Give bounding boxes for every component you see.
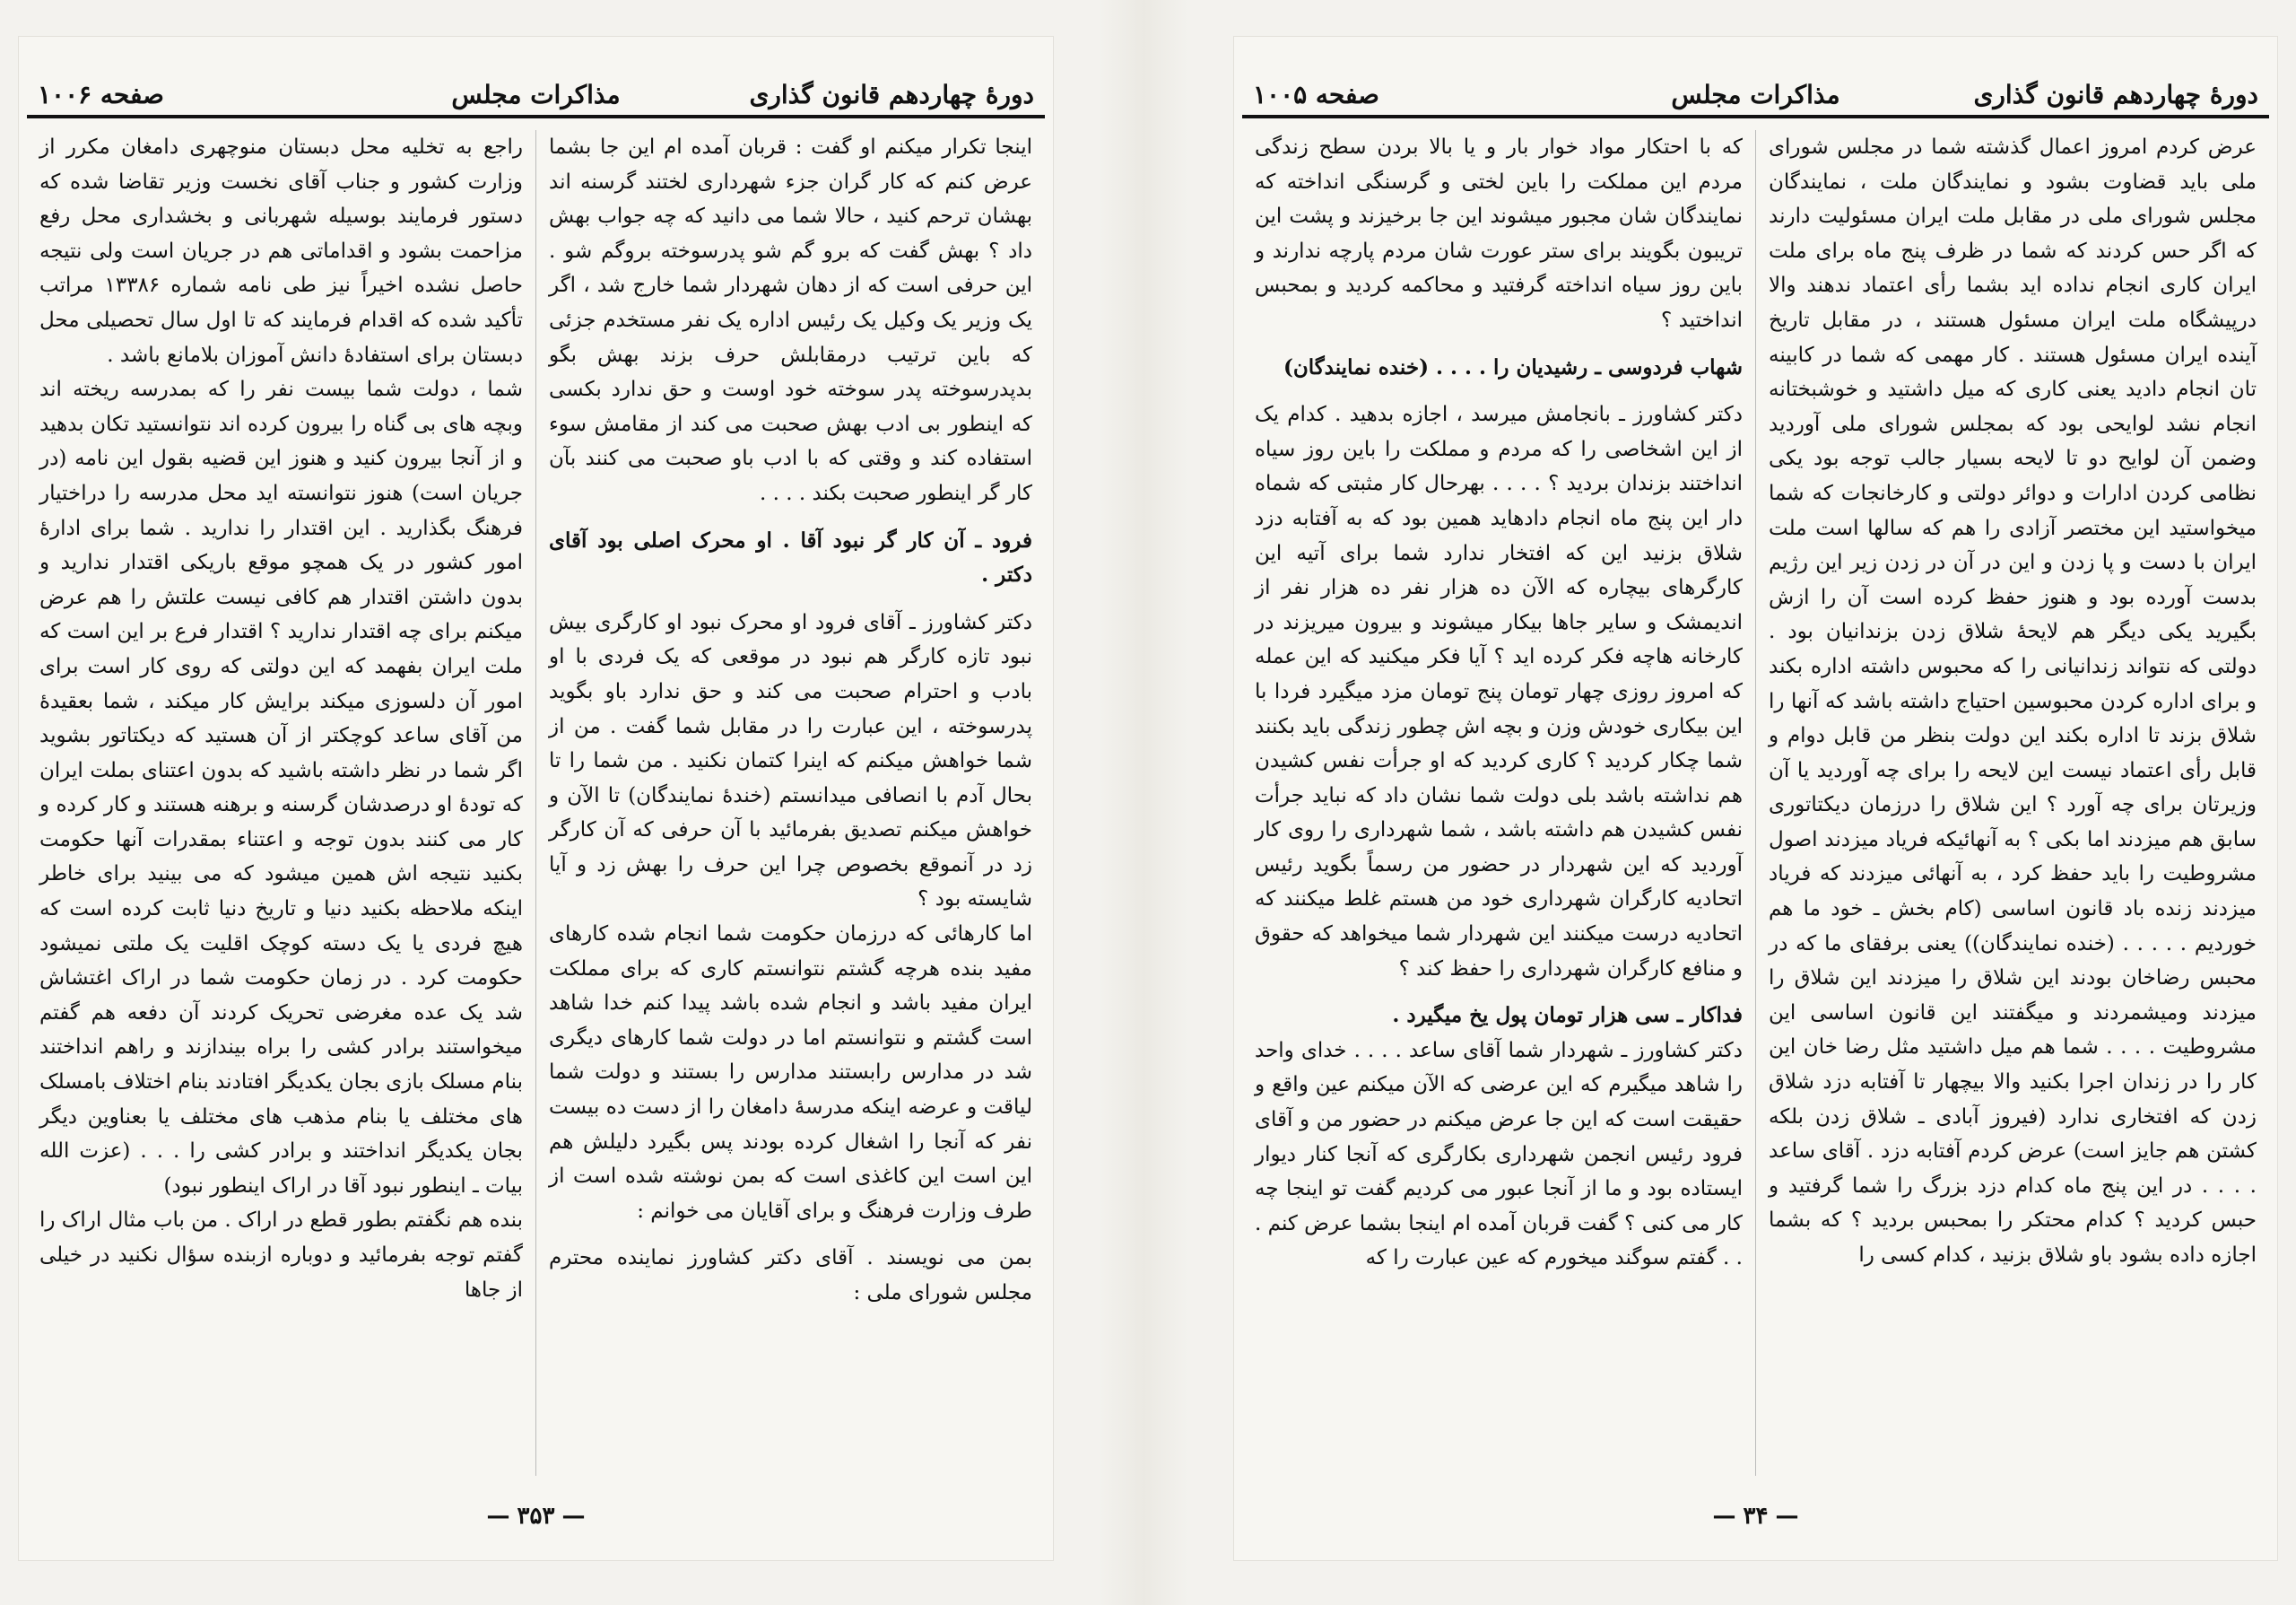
paragraph: بمن می نویسند . آقای دکتر کشاورز نماینده محترم مجلس شورای ملی : <box>549 1246 1032 1304</box>
paragraph: عرض کردم امروز اعمال گذشته شما در مجلس شورای ملی باید قضاوت بشود و نمایندگان ملت ، نمایندگان مجلس شورای ملی در مقابل ملت ایران مسئولیت دارند که اگر حس کردند که شما در ظرف پنج ماه برای ملت ایران کاری انجام نداده اید بشما رأی اعتماد ندهند والا درپیشگاه ملت ایران مسئول هستند ، در مقابل تاریخ آینده ایران مسئول هستند . کار مهمی که شما در کابینه تان انجام دادید یعنی کاری که میل داشتید و خوشبختانه انجام نشد لوایحی بود که بمجلس شورای ملی آوردید وضمن آن لوایح دو تا لایحه بسیار جالب توجه بود یکی نظامی کردن ادارات و دوائر دولتی و کارخانجات که شما میخواستید این مختصر آزادی را هم که سالها است ملت ایران با دست و پا زدن و این در آن در زدن زیر این رژیم بدست آورده بود و هنوز حفظ کرده است آن را ازش بگیرید یکی دیگر هم لایحهٔ شلاق زدن بزندانیان بود . دولتی که نتواند زندانیانی را که محبوس داشته اداره بکند و برای اداره کردن محبوسین احتیاج داشته باشد که آنها را شلاق بزند تا اداره بکند این دولت بنظر من قابل دوام و قابل رأی اعتماد نیست این لایحه را برای چه آوردید یا آن وزیرتان برای چه آورد ؟ این شلاق را درزمان دیکتاتوری سابق هم میزدند اما بکی ؟ به آنهائیکه فریاد میزدند اصول مشروطیت را باید حفظ کرد ، به آنهائی میزدند که فریاد میزدند زنده باد قانون اساسی (کام بخش ـ خود ما هم خوردیم . . . . . (خنده نمایندگان)) یعنی برفقای ما که در محبس رضاخان بودند این شلاق را میزدند این شلاق را میزدند ومیشمردند و میگفتند این قانون اساسی این مشروطیت . . . . شما هم میل داشتید مثل رضا خان این کار را در زندان اجرا بکنید والا بیچهار تا آفتابه دزد شلاق زدن که افتخاری ندارد (فیروز آبادی ـ شلاق زدن بلکه کشتن هم جایز است) عرض کردم آفتابه دزد . آقای ساعد . . . . در این پنج ماه کدام دزد بزرگ را شما گرفتید و حبس کردید ؟ کدام محتکر را بمحبس بردید ؟ که بشما اجازه داده بشود باو شلاق بزنید ، کدام کسی را <box>1769 135 2257 1267</box>
paragraph: راجع به تخلیه محل دبستان منوچهری دامغان مکرر از وزارت کشور و جناب آقای نخست وزیر تقاضا شده که دستور فرمایند بوسیله شهربانی و بخشداری محل رفع مزاحمت بشود و اقداماتی هم در جریان است ولی نتیجه حاصل نشده اخیراً نیز طی نامه شماره ۱۳۳۸۶ مراتب تأکید شده که اقدام فرمایند که تا اول سال تحصیلی محل دبستان برای استفادهٔ دانش آموزان بلامانع باشد . <box>39 135 524 367</box>
right-page-column-right <box>1756 130 2269 1476</box>
right-page-footer <box>1233 1503 2278 1530</box>
right-page-column-left <box>1242 130 1756 1476</box>
right-folio: — ۳۴ — <box>1706 1503 1806 1530</box>
right-page-number: صفحه ۱۰۰۵ <box>1253 80 1379 109</box>
left-folio: — ۳۵۳ — <box>480 1503 593 1530</box>
left-page-column-right <box>536 130 1045 1476</box>
paragraph: اینجا تکرار میکنم او گفت : قربان آمده ام این جا بشما عرض کنم که کار گران جزء شهرداری لختند گرسنه اند بهشان ترحم کنید ، حالا شما می دانید که چه جواب بهش داد ؟ بهش گفت که برو گم شو پدرسوخته بروگم شو . این حرفی است که از دهان شهردار شما خارج شد ، اگر یک وزیر یک وکیل یک رئیس اداره یک نفر مستخدم جزئی که باین ترتیب درمقابلش حرف بزند بهش بگو بدپدرسوخته پدر سوخته خود اوست و حق ندارد بکسی که اینطور بی ادب بهش صحبت می کند از مقامش سوء استفاده کند و وقتی که با ادب باو صحبت می کنند بآن کار گر اینطور صحبت بکند . . . . <box>549 135 1032 505</box>
paragraph: دکتر کشاورز ـ آقای فرود او محرک نبود او کارگری بیش نبود تازه کارگر هم نبود در موقعی که یک فردی با او بادب و احترام صحبت می کند و حق ندارد باو بگوید پدرسوخته ، این عبارت را در مقابل شما گفت . من از شما خواهش میکنم که اینرا کتمان نکنید . من شما را تا بحال آدم با انصافی میدانستم (خندهٔ نمایندگان) تا الآن و خواهش میکنم تصدیق بفرمائید با آن حرفی که آن کارگر زد در آنموقع بخصوص چرا این حرف را بهش زد و آیا شایسته بود ؟ <box>549 610 1032 912</box>
left-page-column-left <box>27 130 536 1476</box>
left-page-footer <box>18 1503 1054 1530</box>
speaker-line: شهاب فردوسی ـ رشیدیان را . . . . (خنده نمایندگان) <box>1283 354 1743 379</box>
right-page <box>1233 36 2278 1561</box>
right-page-header <box>1242 63 2269 118</box>
book-gutter <box>1099 0 1188 1605</box>
left-page-columns <box>27 130 1045 1476</box>
paragraph: دکتر کشاورز ـ بانجامش میرسد ، اجازه بدهید . کدام یک از این اشخاصی را که مردم و مملکت را باین روز سیاه انداختند بزندان بردید ؟ . . . . بهرحال کار مثبتی که شماه دار این پنج ماه انجام دادهاید همین بود که به آفتابه دزد شلاق بزنید این که افتخار ندارد شما برای آتیه این کارگرهای بیچاره که الآن ده هزار نفر ده هزار نفر از اندیمشک و سایر جاها بیکار میشوند و بیرون میریزند در کارخانه هاچه فکر کرده اید ؟ آیا فکر میکنید که این عمله که امروز روزی چهار تومان پنج تومان مزد میگیرد فردا با این بیکاری خودش وزن و بچه اش چطور زندگی باید بکنند شما چکار کردید ؟ کاری کردید که او جرأت نفس کشیدن هم نداشته باشد بلی دولت شما نشان داد که نباید جرأت نفس کشیدن هم داشته باشد ، شما شهرداری را روی کار آوردید که این شهردار در حضور من رسماً بگوید رئیس اتحادیه کارگران شهرداری خود من هستم غلط میکنند که اتحادیه درست میکنند این شهردار شما میخواهد که حقوق و منافع کارگران شهرداری را حفظ کند ؟ <box>1255 403 1743 981</box>
paragraph: شما ، دولت شما بیست نفر را که بمدرسه ریخته اند وبچه های بی گناه را بیرون کرده اند نتوانستید تکان بدهید و از آنجا بیرون کنید و هنوز این قضیه بقول این نامه (در جریان است) هنوز نتوانسته اید محل مدرسه را دراختیار فرهنگ بگذارید . این اقتدار را ندارید . شما برای ادارهٔ امور کشور در یک همچو موقع باریکی اقتدار ندارید و بدون داشتن اقتدار هم کافی نیست علتش را هم عرض میکنم برای چه اقتدار ندارید ؟ اقتدار فرع بر این است که ملت ایران بفهمد که این دولتی که روی کار است برای امور آن دلسوزی میکند برایش کار میکند ، شما بعقیدهٔ من آقای ساعد کوچکتر از آن هستید که دیکتاتور بشوید اگر شما در نظر داشته باشید که بدون اعتنای بملت ایران که تودهٔ او درصدشان گرسنه و برهنه هستند و کار کرده و کار می کنند بدون توجه و اعتناء بمقدرات آنها حکومت بکنید نتیجه اش همین میشود که می بینید برای خاطر اینکه ملاحظه بکنید دنیا و تاریخ دنیا ثابت کرده است که هیچ فردی یا یک دسته کوچک اقلیت یک ملتی نمیشود حکومت کرد . در زمان حکومت شما در اراک اغتشاش شد یک عده مغرضی تحریک کردند آن دفعه هم گفتم میخواستند برادر کشی را براه بیندازند و راهم انداختند بنام مسلک بازی بجان یکدیگر افتادند بنام اختلاف بامسلک های مختلف یا بنام مذهب های مختلف یا بعناوین دیگر بجان یکدیگر انداختند و برادر کشی را . . . (عزت الله بیات ـ اینطور نبود آقا در اراک اینطور نبود) <box>39 378 523 1198</box>
left-page <box>18 36 1054 1561</box>
paragraph: بنده هم نگفتم بطور قطع در اراک . من باب مثال اراک را گفتم توجه بفرمائید و دوباره ازبنده سؤال نکنید در خیلی از جاها <box>39 1208 523 1302</box>
left-page-number: صفحه ۱۰۰۶ <box>38 80 164 109</box>
left-page-header <box>27 63 1045 118</box>
right-center-title: مذاکرات مجلس <box>1671 80 1840 109</box>
left-center-title: مذاکرات مجلس <box>451 80 621 109</box>
paragraph: اما کارهائی که درزمان حکومت شما انجام شده کارهای مفید بنده هرچه گشتم نتوانستم کاری که برای مملکت ایران مفید باشد و انجام شده باشد پیدا کنم خدا شاهد است گشتم و نتوانستم اما در دولت شما کارهای دیگری شد در مدارس رابستند مدارس را بستند و دولت شما لیاقت و عرضه اینکه مدرسهٔ دامغان را از دست ده بیست نفر که آنجا را اشغال کرده بودند پس بگیرد دلیلش هم این است این کاغذی است که بمن نوشته شده است از طرف وزارت فرهنگ و برای آقایان می خوانم : <box>549 922 1032 1223</box>
speaker-line: فداکار ـ سی هزار تومان پول یخ میگیرد . <box>1392 1003 1743 1028</box>
paragraph: که با احتکار مواد خوار بار و یا بالا بردن سطح زندگی مردم این مملکت را باین لختی و گرسنگی انداخته که نمایندگان شان مجبور میشوند این جا برخیزند و پشت این تریبون بگویند برای ستر عورت شان مردم پارچه ندارند و باین روز سیاه انداخته گرفتید و محاکمه کردید و بمحبس انداختید ؟ <box>1255 135 1743 332</box>
paragraph: فرود ـ آن کار گر نبود آقا . او محرک اصلی بود آقای دکتر . <box>549 528 1032 588</box>
paragraph: دکتر کشاورز ـ شهردار شما آقای ساعد . . . . خدای واحد را شاهد میگیرم که این عرضی که الآن میکنم عین واقع و حقیقت است که این جا عرض میکنم در حضور من و آقای فرود رئیس انجمن شهرداری بکارگری که آنجا کنار دیوار ایستاده بود و ما از آنجا عبور می کردیم گفت تو اینجا چه کار می کنی ؟ گفت قربان آمده ام اینجا بشما عرض کنم . . . گفتم سوگند میخورم که عین عبارت را که <box>1255 1038 1743 1270</box>
left-session-title: دورهٔ چهاردهم قانون گذاری <box>749 80 1034 109</box>
right-session-title: دورهٔ چهاردهم قانون گذاری <box>1973 80 2258 109</box>
right-page-columns <box>1242 130 2269 1476</box>
